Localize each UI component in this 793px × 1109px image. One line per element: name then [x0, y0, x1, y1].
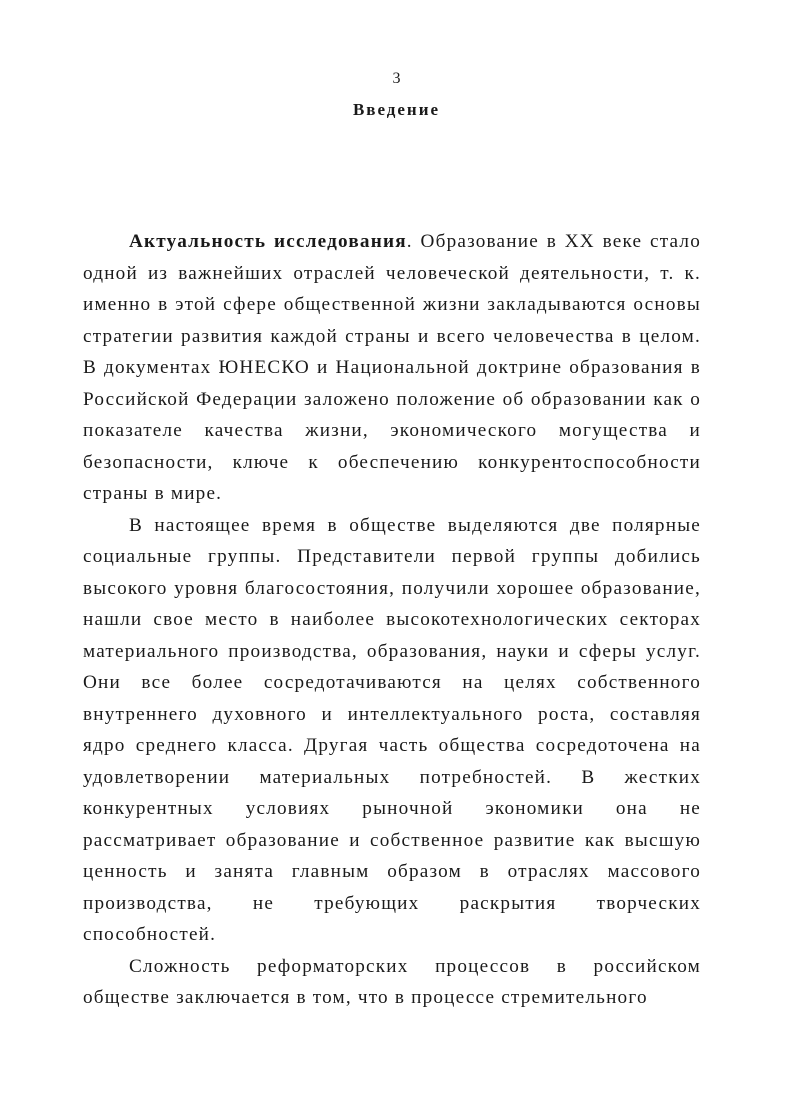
- paragraph-text: Сложность реформаторских процессов в российском обществе заключается в том, что в процессе стремительного: [83, 955, 701, 1008]
- body-text: [83, 226, 701, 1014]
- paragraph-text: . Образование в XX веке стало одной из важнейших отраслей человеческой деятельности, т. к. именно в этой сфере общественной жизни закладываются основы стратегии развития каждой страны и всего человечества в целом. В документах ЮНЕСКО и Национальной доктрине образования в Российской Федерации заложено положение об образовании как о показателе качества жизни, экономического могущества и безопасности, ключе к обеспечению конкурентоспособности страны в мире.: [83, 231, 701, 504]
- section-heading: Введение: [352, 100, 441, 119]
- paragraph-text: В настоящее время в обществе выделяются две полярные социальные группы. Представители первой группы добились высокого уровня благосостояния, получили хорошее образование, нашли свое место в наиболее высокотехнологических секторах материального производства, образования, науки и сферы услуг. Они все более сосредотачиваются на целях собственного внутреннего духовного и интеллектуального роста, составляя ядро среднего класса. Другая часть общества сосредоточена на удовлетворении материальных потребностей. В жестких конкурентных условиях рыночной экономики она не рассматривает образование и собственное развитие как высшую ценность и занята главным образом в отраслях массового производства, не требующих раскрытия творческих способностей.: [83, 514, 701, 945]
- paragraph-relevance: [83, 226, 701, 510]
- page-number: 3: [392, 70, 401, 87]
- paragraph-reform-complexity: [83, 951, 701, 1014]
- paragraph-lead: Актуальность исследования: [129, 231, 407, 252]
- paragraph-social-groups: [83, 510, 701, 951]
